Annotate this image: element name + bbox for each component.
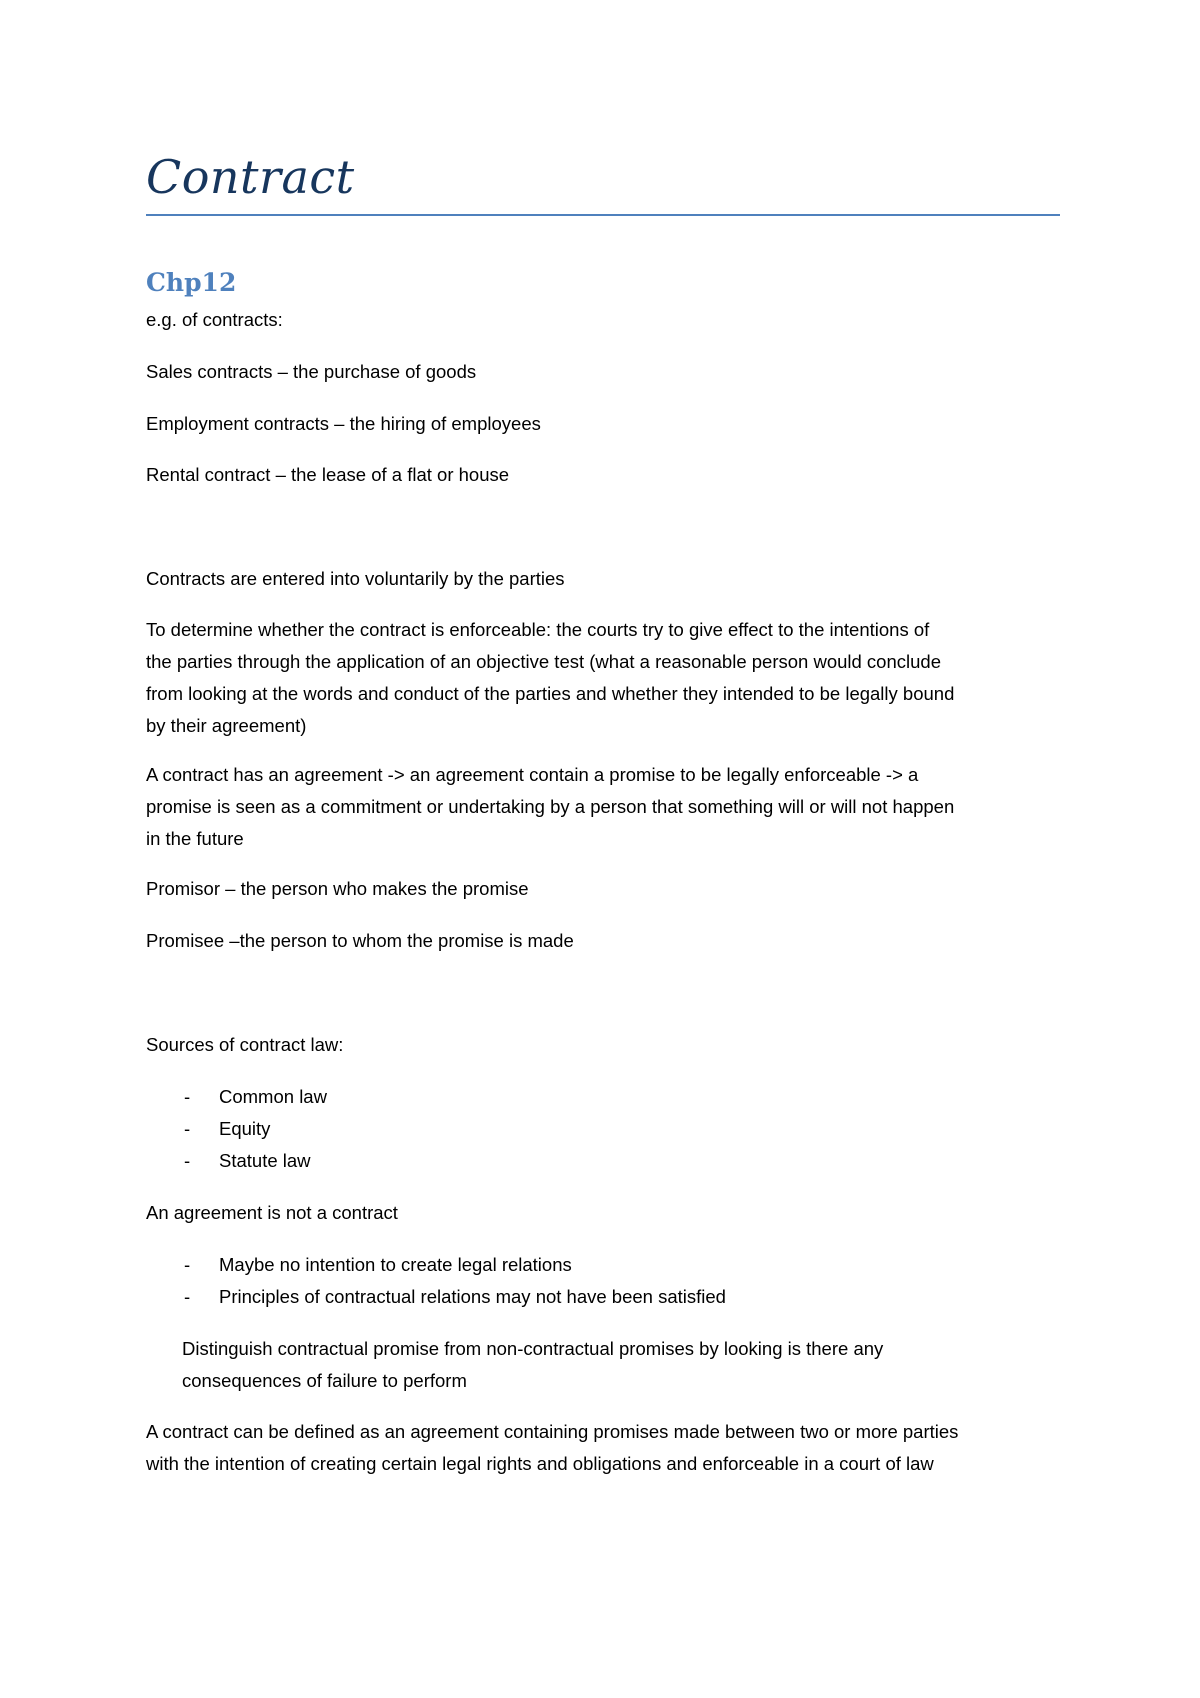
bullet-dash: - — [184, 1286, 191, 1307]
chapter-heading: Chp12 — [146, 268, 237, 297]
enforceability-line: the parties through the application of an objective test (what a reasonable person would conclude — [146, 651, 941, 672]
agreement-line: in the future — [146, 828, 244, 849]
bullet-dash: - — [184, 1086, 191, 1107]
example-employment: Employment contracts – the hiring of employees — [146, 413, 541, 434]
enforceability-line: by their agreement) — [146, 715, 307, 736]
definition-paragraph — [146, 1416, 958, 1480]
example-sales: Sales contracts – the purchase of goods — [146, 361, 477, 382]
distinguish-line: consequences of failure to perform — [182, 1370, 467, 1391]
promisor-definition: Promisor – the person who makes the promise — [146, 878, 529, 899]
distinguish-paragraph — [182, 1333, 883, 1397]
bullet-dash: - — [184, 1118, 191, 1139]
reason-principles: Principles of contractual relations may not have been satisfied — [219, 1286, 726, 1307]
sources-heading: Sources of contract law: — [146, 1034, 344, 1055]
source-equity: Equity — [219, 1118, 271, 1139]
enforceability-paragraph — [146, 614, 954, 742]
enforceability-line: To determine whether the contract is enforceable: the courts try to give effect to the intentions of — [146, 619, 930, 640]
agreement-line: promise is seen as a commitment or undertaking by a person that something will or will not happen — [146, 796, 955, 817]
definition-line: A contract can be defined as an agreement containing promises made between two or more parties — [146, 1421, 959, 1442]
agreement-paragraph — [146, 759, 954, 855]
title-underline — [146, 214, 1060, 216]
enforceability-line: from looking at the words and conduct of the parties and whether they intended to be legally bound — [146, 683, 955, 704]
source-statute-law: Statute law — [219, 1150, 311, 1171]
reason-no-intention: Maybe no intention to create legal relations — [219, 1254, 572, 1275]
agreement-line: A contract has an agreement -> an agreement contain a promise to be legally enforceable -> a — [146, 764, 919, 785]
examples-intro: e.g. of contracts: — [146, 309, 283, 330]
example-rental: Rental contract – the lease of a flat or house — [146, 464, 510, 485]
bullet-dash: - — [184, 1150, 191, 1171]
voluntary-paragraph: Contracts are entered into voluntarily by the parties — [146, 568, 565, 589]
bullet-dash: - — [184, 1254, 191, 1275]
not-contract-heading: An agreement is not a contract — [146, 1202, 398, 1223]
distinguish-line: Distinguish contractual promise from non-contractual promises by looking is there any — [182, 1338, 884, 1359]
document-title: Contract — [146, 150, 355, 204]
definition-line: with the intention of creating certain legal rights and obligations and enforceable in a court of law — [146, 1453, 934, 1474]
promisee-definition: Promisee –the person to whom the promise is made — [146, 930, 574, 951]
source-common-law: Common law — [219, 1086, 327, 1107]
